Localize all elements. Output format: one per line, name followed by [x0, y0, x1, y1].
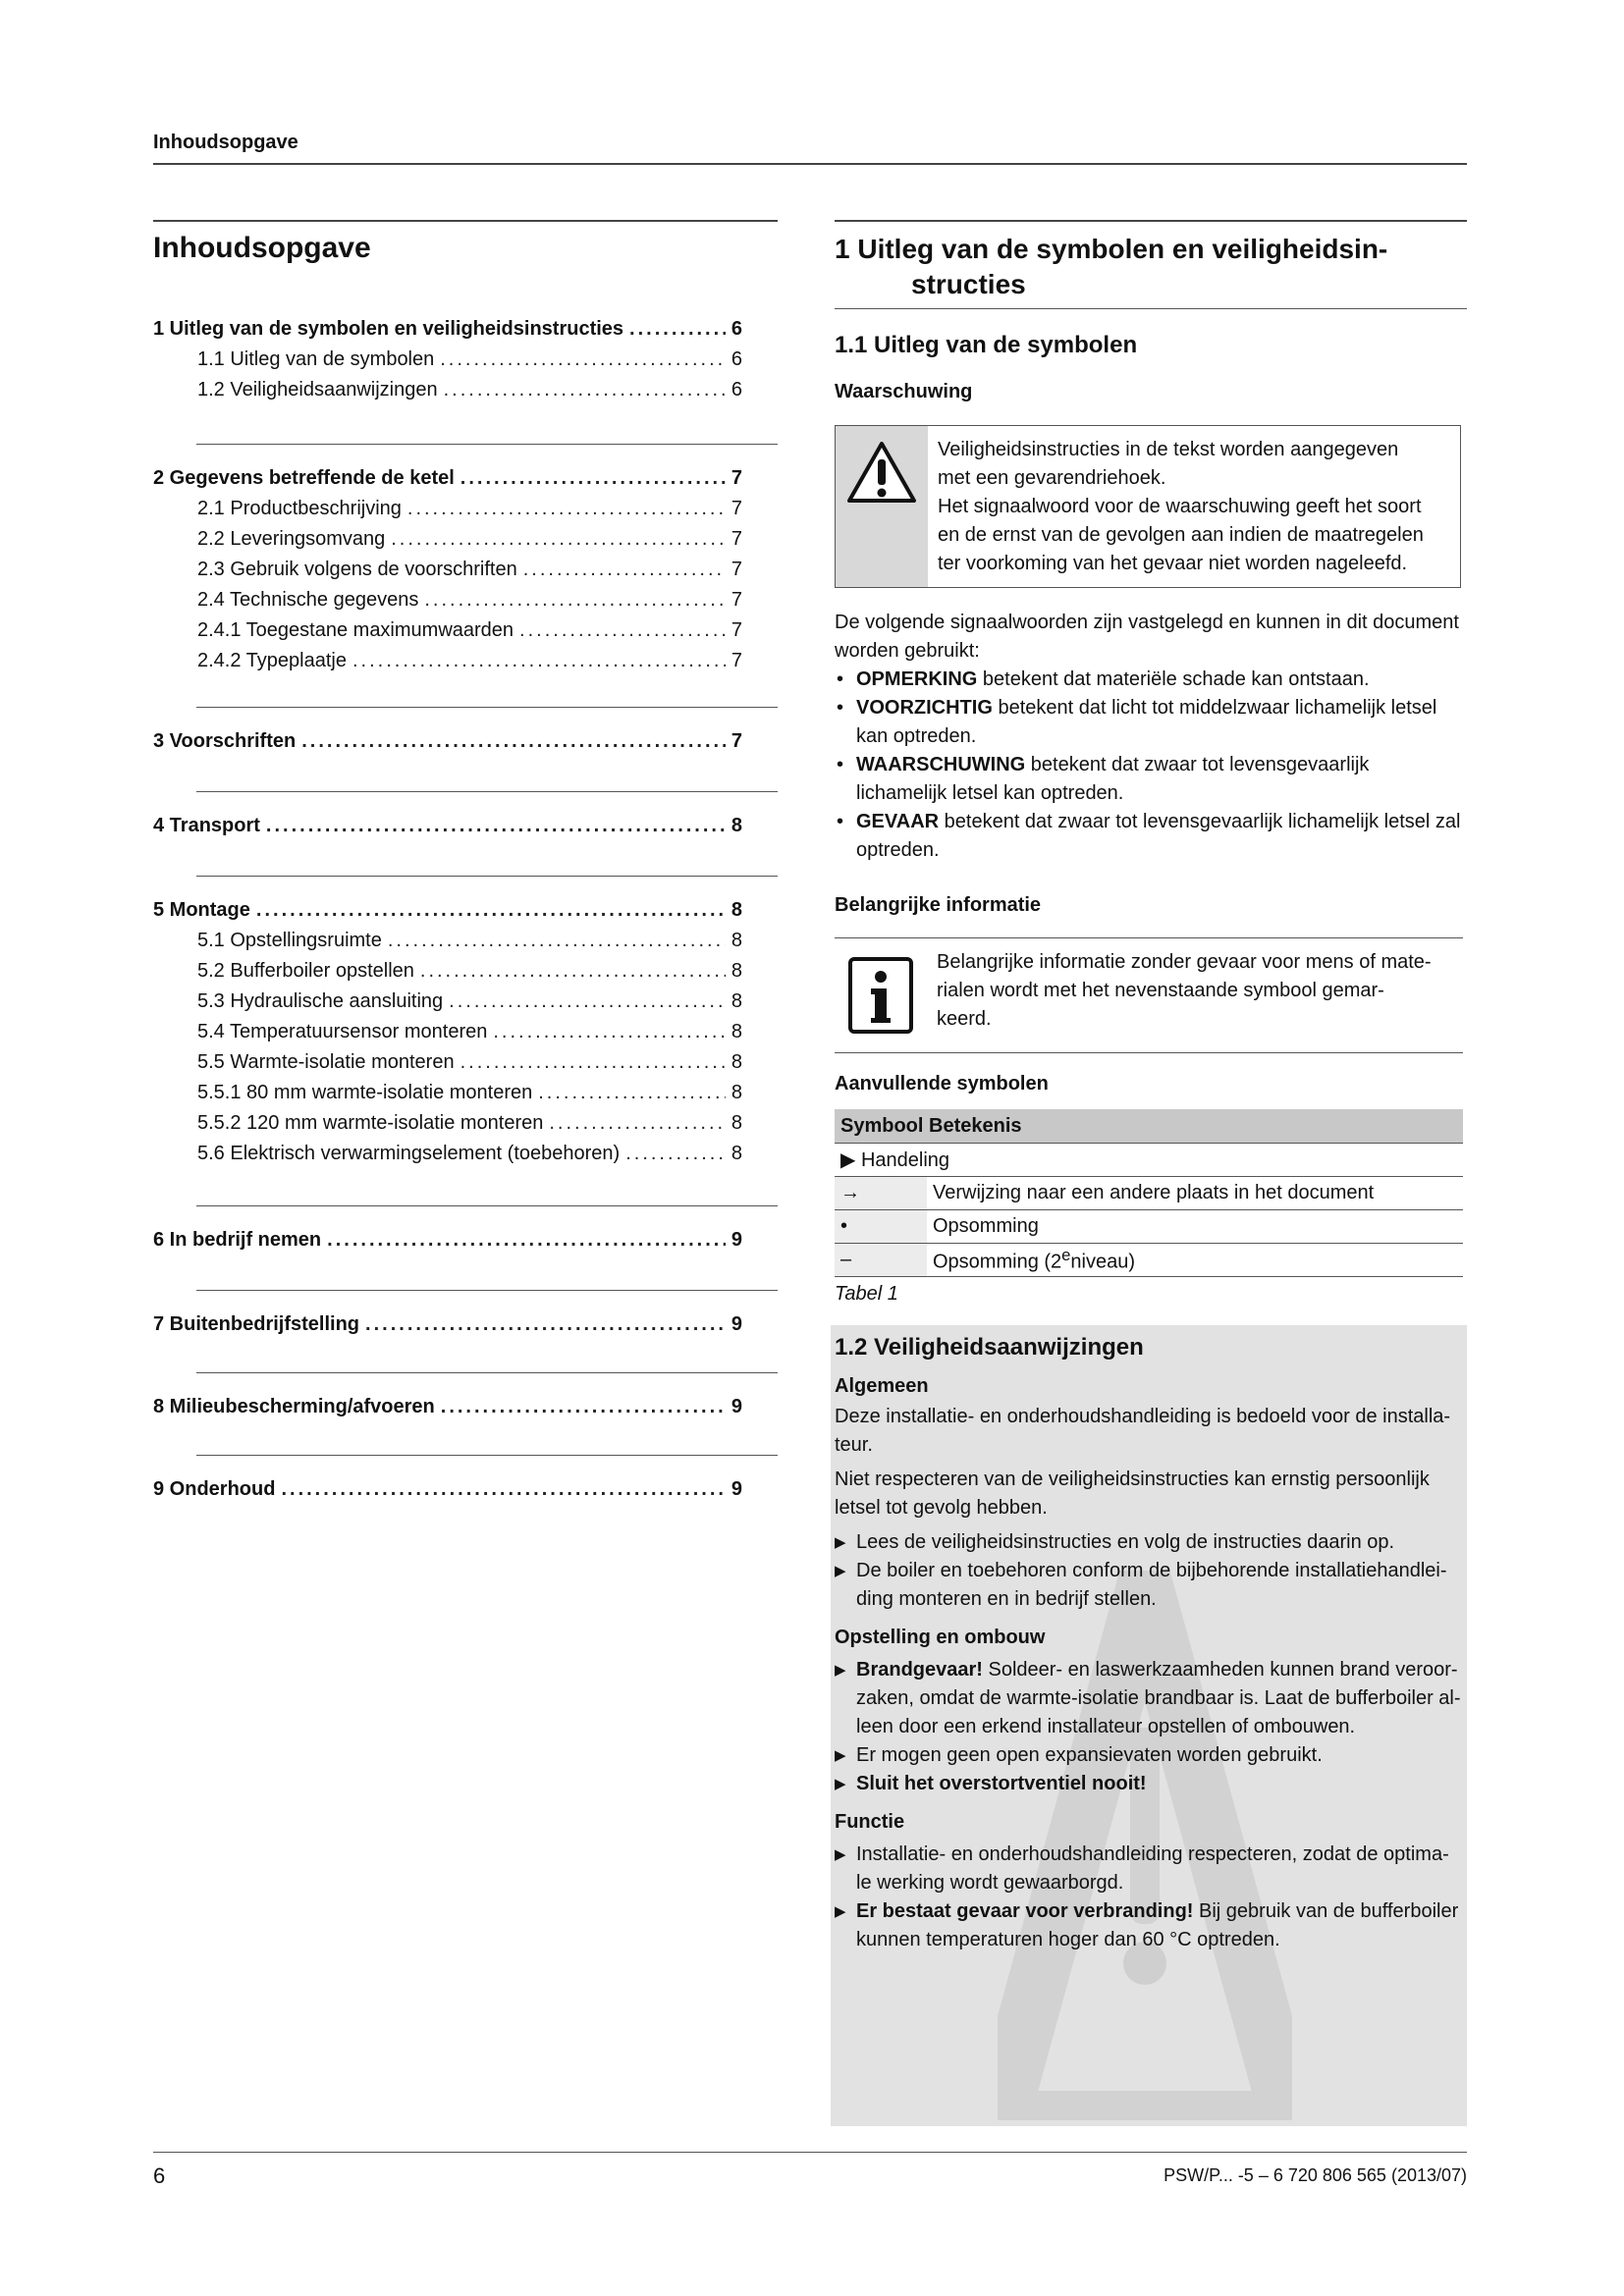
toc-section-rule — [196, 707, 778, 708]
function-steps — [835, 1841, 1463, 1954]
warning-box — [835, 425, 1461, 588]
toc-entry-label: 2.4.2 Typeplaatje — [197, 650, 347, 671]
step-text: Soldeer- en laswerkzaamheden kunnen brand veroor-zaken, omdat de warmte-isolatie brandbaar is. Laat de bufferboiler al-leen door een erkend installateur opstellen of ombouwen. — [856, 1659, 1461, 1737]
toc-entry-label: 2.2 Leveringsomvang — [197, 528, 386, 550]
toc-subentry[interactable] — [153, 960, 742, 990]
page-number: 6 — [153, 2163, 166, 2188]
toc-chapter-entry[interactable] — [153, 730, 742, 761]
table-cell-symbol: – — [835, 1244, 927, 1277]
toc-entry-label: 3 Voorschriften — [153, 730, 297, 752]
document-code: PSW/P... -5 – 6 720 806 565 (2013/07) — [1164, 2165, 1467, 2185]
toc-page-number: 7 — [731, 528, 742, 550]
toc-entry-label: 5.5.1 80 mm warmte-isolatie monteren — [197, 1082, 533, 1103]
toc-page-number: 8 — [731, 1082, 742, 1103]
step-emphasis: Brandgevaar! — [856, 1659, 983, 1681]
toc-entry-label: 1 Uitleg van de symbolen en veiligheidsinstructies — [153, 318, 624, 340]
toc-leader-dots — [519, 619, 726, 642]
signal-word-item — [835, 666, 1463, 694]
toc-page-number: 8 — [731, 815, 742, 836]
toc-subentry[interactable] — [153, 930, 742, 960]
toc-section-rule — [196, 1372, 778, 1373]
warning-line: ter voorkoming van het gevaar niet worden nageleefd. — [938, 553, 1408, 574]
info-heading: Belangrijke informatie — [835, 894, 1042, 916]
toc-subentry[interactable] — [153, 589, 742, 619]
toc-section — [153, 815, 742, 845]
toc-leader-dots — [444, 379, 726, 401]
setup-steps — [835, 1656, 1463, 1798]
toc-page-number: 8 — [731, 930, 742, 951]
toc-page-number: 9 — [731, 1313, 742, 1335]
toc-section-rule — [196, 1290, 778, 1291]
header-rule — [153, 163, 1467, 165]
toc-leader-dots — [388, 930, 726, 952]
chapter-title — [835, 232, 1463, 302]
toc-subentry[interactable] — [153, 498, 742, 528]
instruction-step — [835, 1741, 1463, 1770]
toc-leader-dots — [460, 1051, 726, 1074]
table-cell-meaning — [927, 1244, 1463, 1277]
toc-page-number: 7 — [731, 498, 742, 519]
signal-word-item — [835, 808, 1463, 865]
toc-leader-dots — [629, 318, 726, 341]
general-paragraph: Deze installatie- en onderhoudshandleiding is bedoeld voor de installa-teur. — [835, 1406, 1451, 1456]
toc-page-number: 6 — [731, 318, 742, 340]
info-line: rialen wordt met het nevenstaande symbool gemar- — [937, 980, 1384, 1001]
toc-page-number: 7 — [731, 619, 742, 641]
signal-word: VOORZICHTIG — [856, 697, 993, 719]
toc-leader-dots — [424, 589, 726, 612]
toc-leader-dots — [420, 960, 726, 983]
toc-section — [153, 318, 742, 409]
toc-chapter-entry[interactable] — [153, 318, 742, 348]
toc-subentry[interactable] — [153, 1143, 742, 1173]
toc-leader-dots — [493, 1021, 726, 1043]
toc-top-rule — [153, 220, 778, 222]
instruction-step — [835, 1656, 1463, 1741]
instruction-step: ▶ Lees de veiligheidsinstructies en volg de instructies daarin op. — [835, 1528, 1463, 1557]
table-cell: ▶ Handeling — [835, 1144, 1463, 1177]
toc-title: Inhoudsopgave — [153, 232, 371, 264]
toc-page-number: 8 — [731, 990, 742, 1012]
signal-description: betekent dat materiële schade kan ontstaan. — [977, 668, 1370, 690]
table-row — [835, 1144, 1463, 1177]
toc-subentry[interactable] — [153, 650, 742, 680]
toc-leader-dots — [352, 650, 726, 672]
toc-page-number: 8 — [731, 1021, 742, 1042]
toc-subentry[interactable] — [153, 619, 742, 650]
toc-subentry[interactable] — [153, 379, 742, 409]
signal-word: OPMERKING — [856, 668, 978, 690]
toc-leader-dots — [441, 1396, 726, 1418]
toc-section — [153, 899, 742, 1173]
symbols-table — [835, 1109, 1463, 1277]
toc-subentry[interactable] — [153, 348, 742, 379]
info-line: keerd. — [937, 1008, 992, 1030]
toc-page-number: 7 — [731, 730, 742, 752]
meaning-sup: e — [1061, 1246, 1071, 1265]
chapter-title-line2: structies — [911, 269, 1026, 299]
info-box — [835, 937, 1463, 1053]
general-steps — [835, 1528, 1463, 1614]
toc-leader-dots — [407, 498, 726, 520]
toc-chapter-entry[interactable] — [153, 899, 742, 930]
toc-page-number: 6 — [731, 379, 742, 400]
table-caption: Tabel 1 — [835, 1283, 898, 1305]
toc-leader-dots — [460, 467, 726, 490]
running-header: Inhoudsopgave — [153, 132, 298, 153]
toc-page-number: 8 — [731, 1143, 742, 1164]
toc-section — [153, 1478, 742, 1509]
step-text: Bij gebruik van de bufferboiler kunnen temperaturen hoger dan 60 °C optreden. — [856, 1900, 1459, 1950]
toc-page-number: 7 — [731, 589, 742, 611]
toc-entry-label: 1.2 Veiligheidsaanwijzingen — [197, 379, 438, 400]
toc-entry-label: 5.5.2 120 mm warmte-isolatie monteren — [197, 1112, 544, 1134]
toc-entry-label: 2.4.1 Toegestane maximumwaarden — [197, 619, 514, 641]
instruction-step — [835, 1770, 1463, 1798]
toc-chapter-entry[interactable] — [153, 1396, 742, 1426]
table-cell-meaning: Verwijzing naar een andere plaats in het document — [927, 1177, 1463, 1210]
warning-heading: Waarschuwing — [835, 381, 973, 402]
signal-word-item — [835, 751, 1463, 808]
toc-section-rule — [196, 1455, 778, 1456]
toc-leader-dots — [327, 1229, 726, 1252]
meaning-text-after: niveau) — [1070, 1251, 1136, 1273]
toc-leader-dots — [449, 990, 726, 1013]
toc-entry-label: 2 Gegevens betreffende de ketel — [153, 467, 455, 489]
toc-leader-dots — [256, 899, 726, 922]
toc-leader-dots — [365, 1313, 726, 1336]
signal-description: betekent dat zwaar tot levensgevaarlijk lichamelijk letsel zal optreden. — [856, 811, 1461, 861]
toc-section — [153, 1396, 742, 1426]
info-box-text — [927, 938, 1443, 1052]
toc-entry-label: 6 In bedrijf nemen — [153, 1229, 322, 1251]
toc-entry-label: 2.1 Productbeschrijving — [197, 498, 402, 519]
warning-line: Het signaalwoord voor de waarschuwing geeft het soort — [938, 496, 1422, 517]
toc-section-rule — [196, 444, 778, 445]
toc-entry-label: 9 Onderhoud — [153, 1478, 276, 1500]
signal-description: betekent dat zwaar tot levensgevaarlijk lichamelijk letsel kan optreden. — [856, 754, 1370, 804]
chapter-title-line1: 1 Uitleg van de symbolen en veiligheidsin- — [835, 234, 1388, 264]
toc-section — [153, 730, 742, 761]
warning-line: Veiligheidsinstructies in de tekst worden aangegeven — [938, 439, 1399, 460]
toc-chapter-entry[interactable] — [153, 1229, 742, 1259]
symbols-table-header: Symbool Betekenis — [835, 1109, 1463, 1144]
signal-description: betekent dat licht tot middelzwaar lichamelijk letsel kan optreden. — [856, 697, 1437, 747]
toc-leader-dots — [281, 1478, 725, 1501]
toc-page-number: 7 — [731, 559, 742, 580]
toc-leader-dots — [440, 348, 726, 371]
toc-page-number: 9 — [731, 1229, 742, 1251]
toc-leader-dots — [266, 815, 726, 837]
toc-page-number: 7 — [731, 650, 742, 671]
toc-subentry[interactable] — [153, 990, 742, 1021]
toc-page-number: 8 — [731, 1051, 742, 1073]
warning-line: met een gevarendriehoek. — [938, 467, 1166, 489]
general-heading: Algemeen — [835, 1375, 929, 1397]
info-line: Belangrijke informatie zonder gevaar voor mens of mate- — [937, 951, 1432, 973]
section-1-1-title: 1.1 Uitleg van de symbolen — [835, 332, 1138, 358]
toc-section — [153, 1313, 742, 1344]
toc-leader-dots — [301, 730, 726, 753]
toc-entry-label: 1.1 Uitleg van de symbolen — [197, 348, 435, 370]
toc-section-rule — [196, 876, 778, 877]
info-icon — [835, 938, 927, 1052]
toc-section-rule — [196, 791, 778, 792]
toc-entry-label: 5.6 Elektrisch verwarmingselement (toebehoren) — [197, 1143, 621, 1164]
toc-entry-label: 8 Milieubescherming/afvoeren — [153, 1396, 435, 1417]
table-cell-meaning: Opsomming — [927, 1210, 1463, 1244]
toc-entry-label: 5.2 Bufferboiler opstellen — [197, 960, 414, 982]
toc-leader-dots — [391, 528, 726, 551]
meaning-text: Opsomming (2 — [933, 1251, 1062, 1273]
toc-subentry[interactable] — [153, 1112, 742, 1143]
toc-subentry[interactable] — [153, 528, 742, 559]
toc-leader-dots — [549, 1112, 726, 1135]
toc-entry-label: 5.5 Warmte-isolatie monteren — [197, 1051, 455, 1073]
instruction-step — [835, 1841, 1463, 1897]
toc-subentry[interactable] — [153, 1021, 742, 1051]
signal-words-block — [835, 609, 1463, 865]
toc-section — [153, 1229, 742, 1259]
general-paragraph: Niet respecteren van de veiligheidsinstructies kan ernstig persoonlijk letsel tot gevolg hebben. — [835, 1468, 1430, 1519]
warning-box-text — [928, 426, 1435, 587]
toc-leader-dots — [538, 1082, 726, 1104]
setup-heading: Opstelling en ombouw — [835, 1627, 1046, 1648]
table-row — [835, 1244, 1463, 1277]
toc-page-number: 8 — [731, 960, 742, 982]
toc-leader-dots — [625, 1143, 726, 1165]
step-emphasis: Er bestaat gevaar voor verbranding! — [856, 1900, 1194, 1922]
toc-leader-dots — [523, 559, 726, 581]
section-rule — [835, 308, 1467, 309]
toc-page-number: 9 — [731, 1478, 742, 1500]
table-cell-symbol: → — [835, 1177, 927, 1210]
signal-word: GEVAAR — [856, 811, 940, 832]
instruction-step: ▶ De boiler en toebehoren conform de bijbehorende installatiehandlei-ding monteren en in bedrijf stellen. — [835, 1557, 1463, 1614]
warning-line: en de ernst van de gevolgen aan indien de maatregelen — [938, 524, 1424, 546]
toc-entry-label: 2.4 Technische gegevens — [197, 589, 419, 611]
footer-rule — [153, 2152, 1467, 2153]
toc-entry-label: 5.3 Hydraulische aansluiting — [197, 990, 444, 1012]
toc-chapter-entry[interactable] — [153, 1313, 742, 1344]
signal-word-item — [835, 694, 1463, 751]
toc-chapter-entry[interactable] — [153, 467, 742, 498]
toc-entry-label: 4 Transport — [153, 815, 260, 836]
table-row — [835, 1210, 1463, 1244]
toc-subentry[interactable] — [153, 1082, 742, 1112]
toc-page-number: 8 — [731, 899, 742, 921]
step-text: Er mogen geen open expansievaten worden gebruikt. — [856, 1744, 1323, 1766]
step-emphasis: Sluit het overstortventiel nooit! — [856, 1773, 1147, 1794]
toc-entry-label: 5.4 Temperatuursensor monteren — [197, 1021, 488, 1042]
toc-page-number: 9 — [731, 1396, 742, 1417]
toc-section — [153, 467, 742, 680]
safety-instructions-panel — [831, 1325, 1467, 2126]
toc-section-rule — [196, 1205, 778, 1206]
section-1-2-title: 1.2 Veiligheidsaanwijzingen — [835, 1334, 1144, 1361]
toc-entry-label: 2.3 Gebruik volgens de voorschriften — [197, 559, 517, 580]
table-row — [835, 1177, 1463, 1210]
toc-entry-label: 5.1 Opstellingsruimte — [197, 930, 382, 951]
toc-page-number: 7 — [731, 467, 742, 489]
toc-chapter-entry[interactable] — [153, 1478, 742, 1509]
toc-subentry[interactable] — [153, 1051, 742, 1082]
warning-triangle-icon — [836, 426, 928, 587]
signal-list — [835, 666, 1463, 865]
instruction-step — [835, 1897, 1463, 1954]
table-cell-symbol: • — [835, 1210, 927, 1244]
extra-symbols-heading: Aanvullende symbolen — [835, 1073, 1049, 1095]
function-heading: Functie — [835, 1811, 905, 1833]
toc-chapter-entry[interactable] — [153, 815, 742, 845]
toc-entry-label: 5 Montage — [153, 899, 250, 921]
toc-subentry[interactable] — [153, 559, 742, 589]
toc-page-number: 8 — [731, 1112, 742, 1134]
signal-word: WAARSCHUWING — [856, 754, 1026, 775]
toc-page-number: 6 — [731, 348, 742, 370]
toc-entry-label: 7 Buitenbedrijfstelling — [153, 1313, 360, 1335]
step-text: Installatie- en onderhoudshandleiding respecteren, zodat de optima-le werking wordt gewaarborgd. — [856, 1843, 1449, 1894]
chapter-top-rule — [835, 220, 1467, 222]
signal-intro: De volgende signaalwoorden zijn vastgelegd en kunnen in dit document worden gebruikt: — [835, 612, 1459, 662]
safety-content — [835, 1325, 1463, 1954]
